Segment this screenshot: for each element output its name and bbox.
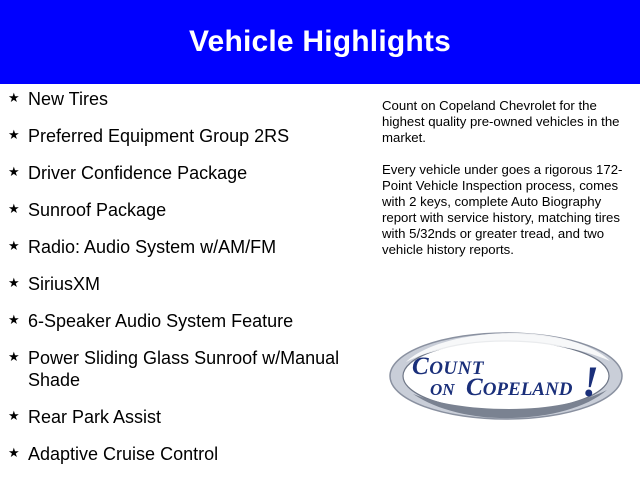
star-icon: ★	[8, 409, 20, 424]
highlight-label: Rear Park Assist	[28, 407, 162, 427]
logo-on-text: ON	[430, 380, 455, 399]
list-item	[8, 310, 368, 332]
list-item	[8, 443, 368, 465]
highlight-label: New Tires	[28, 89, 109, 109]
logo-copeland-text: COPELAND	[466, 374, 573, 401]
star-icon: ★	[8, 276, 20, 291]
list-item	[8, 236, 368, 258]
star-icon: ★	[8, 239, 20, 254]
header-banner	[0, 0, 640, 84]
inspection-paragraph: Every vehicle under goes a rigorous 172-Point Vehicle Inspection process, comes with 2 keys, complete Auto Biography report with service history, matching tires with 5/32nds or greater tread, and two vehicle history reports.	[382, 162, 623, 257]
list-item	[8, 347, 368, 391]
page-title: Vehicle Highlights	[189, 25, 451, 58]
list-item	[8, 273, 368, 295]
star-icon: ★	[8, 91, 20, 106]
star-icon: ★	[8, 313, 20, 328]
logo-exclamation-mark: !	[582, 359, 599, 406]
highlight-label: Sunroof Package	[28, 200, 167, 220]
logo-count-text: COUNT	[412, 353, 484, 380]
dealer-description	[382, 98, 632, 274]
list-item	[8, 162, 368, 184]
highlight-label: Radio: Audio System w/AM/FM	[28, 237, 277, 257]
highlight-label: Driver Confidence Package	[28, 163, 248, 183]
highlight-label: Adaptive Cruise Control	[28, 444, 219, 464]
star-icon: ★	[8, 202, 20, 217]
star-icon: ★	[8, 350, 20, 365]
star-icon: ★	[8, 446, 20, 461]
highlight-label: Power Sliding Glass Sunroof w/Manual Shade	[28, 348, 340, 390]
list-item	[8, 199, 368, 221]
highlight-label: Preferred Equipment Group 2RS	[28, 126, 290, 146]
star-icon: ★	[8, 165, 20, 180]
highlights-list	[8, 88, 368, 480]
list-item	[8, 125, 368, 147]
count-on-copeland-logo	[388, 328, 624, 424]
star-icon: ★	[8, 128, 20, 143]
list-item	[8, 88, 368, 110]
dealer-intro-paragraph: Count on Copeland Chevrolet for the highest quality pre-owned vehicles in the market.	[382, 98, 620, 145]
highlight-label: SiriusXM	[28, 274, 101, 294]
list-item	[8, 406, 368, 428]
highlight-label: 6-Speaker Audio System Feature	[28, 311, 294, 331]
